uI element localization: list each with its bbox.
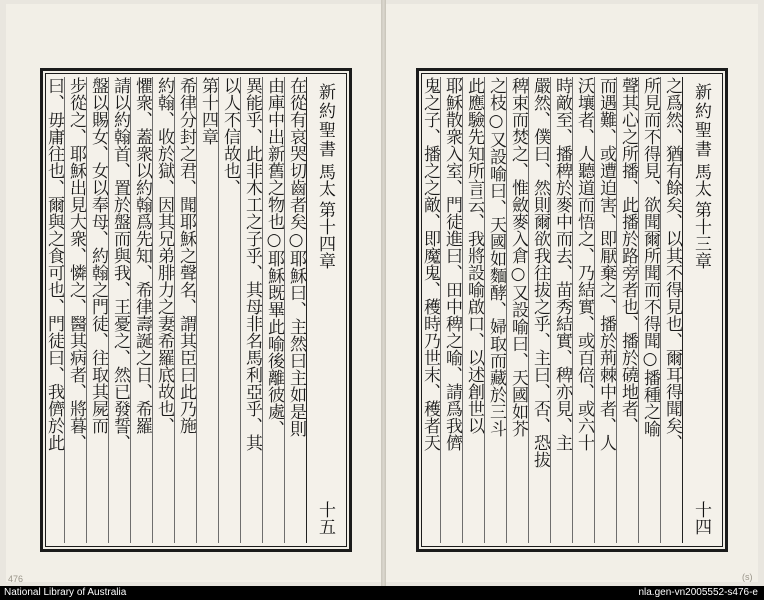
right-text-column: 稗束而焚之、惟斂麥入倉○又設喻曰、天國如芥 [506,77,528,543]
right-header-title: 新約聖書 [691,83,711,159]
right-text-column: 所見而不得見、欲聞爾所聞而不得聞○播種之喻 [638,77,660,543]
right-text-column: 之枝○又設喻曰、天國如麵酵、婦取而藏於三斗 [484,77,506,543]
right-text-column: 此應驗先知所言云、我將設喻啟口、以述創世以 [462,77,484,543]
left-text-column: 請以約翰首、置於盤而與我、王憂之、然已發誓、 [108,77,130,543]
right-pencil-mark: (s) [742,572,753,582]
right-header-chapter: 第十三章 [691,201,711,269]
right-text-columns [416,77,719,543]
right-header-page-number: 十四 [691,501,711,535]
right-text-column: 沃壤者、人聽道而悟之、乃結實、或百倍、或六十 [572,77,594,543]
left-text-column: 步從之、耶穌出見大衆、憐之、醫其病者、將暮、 [64,77,86,543]
left-header-title: 新約聖書 [315,83,335,159]
right-page [386,4,758,582]
right-text-column: 時敵至、播稗於麥中而去、苗秀結實、稗亦見、主 [550,77,572,543]
left-text-column: 以人不信故也、 [218,77,240,543]
right-header-book: 馬太 [691,163,711,197]
left-text-column: 約翰、收於獄、因其兄弟腓力之妻希羅底故也、 [152,77,174,543]
left-pencil-mark: 476 [8,574,24,584]
left-text-column: 異能乎、此非木工之子乎、其母非名馬利亞乎、其 [240,77,262,543]
left-text-column: 盤以賜女、女以奉母、約翰之門徒、往取其屍而 [86,77,108,543]
left-text-column: 第十四章 [196,77,218,543]
right-text-column: 之爲然、猶有餘矣、以其不得見也、爾耳得聞矣、 [660,77,682,543]
left-header-book: 馬太 [315,163,335,197]
library-credit: National Library of Australia [4,587,127,598]
left-page-header [306,77,343,543]
archive-footer [0,586,764,600]
left-header-page-number: 十五 [315,501,335,535]
left-text-columns [40,77,343,543]
left-text-column: 在從有哀哭切齒者矣○耶穌曰、主然曰主如是則 [284,77,306,543]
right-page-header [682,77,719,543]
left-header-chapter: 第十四章 [315,201,335,269]
right-text-column: 子遣其使者、擇國中凡陷人於罪、及爲惡者、投諸 [416,77,418,543]
left-text-column: 由庫中出新舊之物也○耶穌既畢此喻後離彼處、 [262,77,284,543]
left-page [6,4,381,582]
right-text-column: 耶穌散衆入室、門徒進曰、田中稗之喻、請爲我儕 [440,77,462,543]
right-text-column: 而遇難、或遭迫害、即厭棄之、播於荊棘中者、人 [594,77,616,543]
left-page-frame [40,68,352,552]
right-page-frame [416,68,728,552]
left-text-column: 懼衆、蓋衆以約翰爲先知、希律壽誕之日、希羅 [130,77,152,543]
left-text-column: 坐草上、取五餅二魚、仰天祝謝、擘餅與門徒、門 [40,77,42,543]
catalogue-id: nla.gen-vn2005552-s476-e [638,587,758,598]
right-text-column: 嚴然、僕曰、然則爾欲我往拔之乎、主曰、否、恐拔 [528,77,550,543]
left-text-column: 希律分封之君、聞耶穌之聲名、謂其臣曰此乃施 [174,77,196,543]
right-text-column: 鬼之子、播之之敵、即魔鬼、穫時乃世末、穫者天 [418,77,440,543]
left-text-column: 曰、毋庸往也、爾與之食可也、門徒曰、我儕於此 [42,77,64,543]
right-text-column: 聲其心之所播、此播於路旁者也、播於磽地者、 [616,77,638,543]
